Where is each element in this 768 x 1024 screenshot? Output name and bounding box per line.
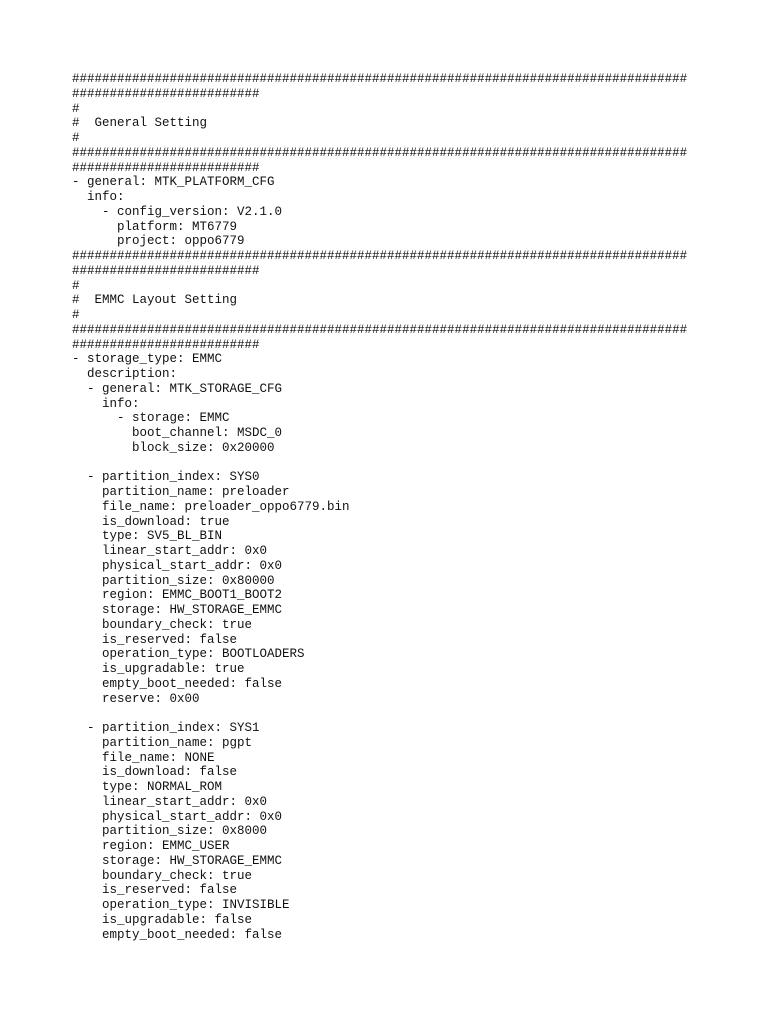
text-line: partition_size: 0x8000 <box>72 824 268 839</box>
text-line: ################################################################################## <box>72 249 688 263</box>
text-line: is_download: false <box>72 765 238 780</box>
text-line: storage: HW_STORAGE_EMMC <box>72 603 283 617</box>
text-line: reserve: 0x00 <box>72 691 200 706</box>
text-line: - partition_index: SYS0 <box>72 470 260 485</box>
text-line: type: NORMAL_ROM <box>72 780 223 794</box>
document-page <box>72 72 712 942</box>
text-line: boundary_check: true <box>72 868 253 883</box>
text-line: - storage: EMMC <box>72 411 230 426</box>
text-line: ######################### <box>72 263 260 278</box>
text-line: platform: MT6779 <box>72 219 238 234</box>
text-line: type: SV5_BL_BIN <box>72 529 223 544</box>
text-line: linear_start_addr: 0x0 <box>72 794 268 809</box>
text-line: operation_type: INVISIBLE <box>72 898 290 912</box>
text-line: file_name: preloader_oppo6779.bin <box>72 499 350 514</box>
text-line: is_reserved: false <box>72 632 238 647</box>
text-line: ######################### <box>72 160 260 175</box>
text-line: file_name: NONE <box>72 750 215 765</box>
text-line: # <box>72 131 80 145</box>
text-line: operation_type: BOOTLOADERS <box>72 647 305 662</box>
text-line: # <box>72 278 80 293</box>
text-line: info: <box>72 190 125 204</box>
text-line: partition_name: pgpt <box>72 735 253 750</box>
text-line <box>72 706 712 721</box>
text-line: description: <box>72 367 178 381</box>
text-line: linear_start_addr: 0x0 <box>72 544 268 558</box>
text-line: is_reserved: false <box>72 883 238 898</box>
text-line: - storage_type: EMMC <box>72 352 223 367</box>
text-line: is_download: true <box>72 514 230 529</box>
text-line: boundary_check: true <box>72 617 253 632</box>
text-line: ################################################################################## <box>72 322 688 337</box>
text-line: region: EMMC_BOOT1_BOOT2 <box>72 588 283 603</box>
text-line: boot_channel: MSDC_0 <box>72 426 283 440</box>
text-line: - general: MTK_STORAGE_CFG <box>72 381 283 396</box>
text-line: ################################################################################## <box>72 145 688 160</box>
text-line: ################################################################################## <box>72 72 688 86</box>
text-line: info: <box>72 396 140 411</box>
text-line: - general: MTK_PLATFORM_CFG <box>72 175 275 190</box>
text-line: partition_name: preloader <box>72 485 290 499</box>
text-line: block_size: 0x20000 <box>72 440 275 455</box>
text-line: is_upgradable: true <box>72 662 245 676</box>
text-line: region: EMMC_USER <box>72 839 230 853</box>
text-line: physical_start_addr: 0x0 <box>72 558 283 573</box>
text-line: partition_size: 0x80000 <box>72 573 275 588</box>
text-line: # EMMC Layout Setting <box>72 293 238 308</box>
text-line: physical_start_addr: 0x0 <box>72 809 283 824</box>
text-line: ######################### <box>72 86 260 101</box>
text-line: is_upgradable: false <box>72 912 253 927</box>
text-line: # <box>72 101 80 116</box>
text-line: ######################### <box>72 337 260 352</box>
text-line: empty_boot_needed: false <box>72 676 283 691</box>
text-line: - partition_index: SYS1 <box>72 721 260 735</box>
text-line: - config_version: V2.1.0 <box>72 204 283 219</box>
text-line <box>72 456 712 471</box>
text-line: empty_boot_needed: false <box>72 927 283 942</box>
text-line: # <box>72 308 80 322</box>
text-line: storage: HW_STORAGE_EMMC <box>72 853 283 868</box>
text-line: project: oppo6779 <box>72 234 245 249</box>
text-line: # General Setting <box>72 116 208 131</box>
